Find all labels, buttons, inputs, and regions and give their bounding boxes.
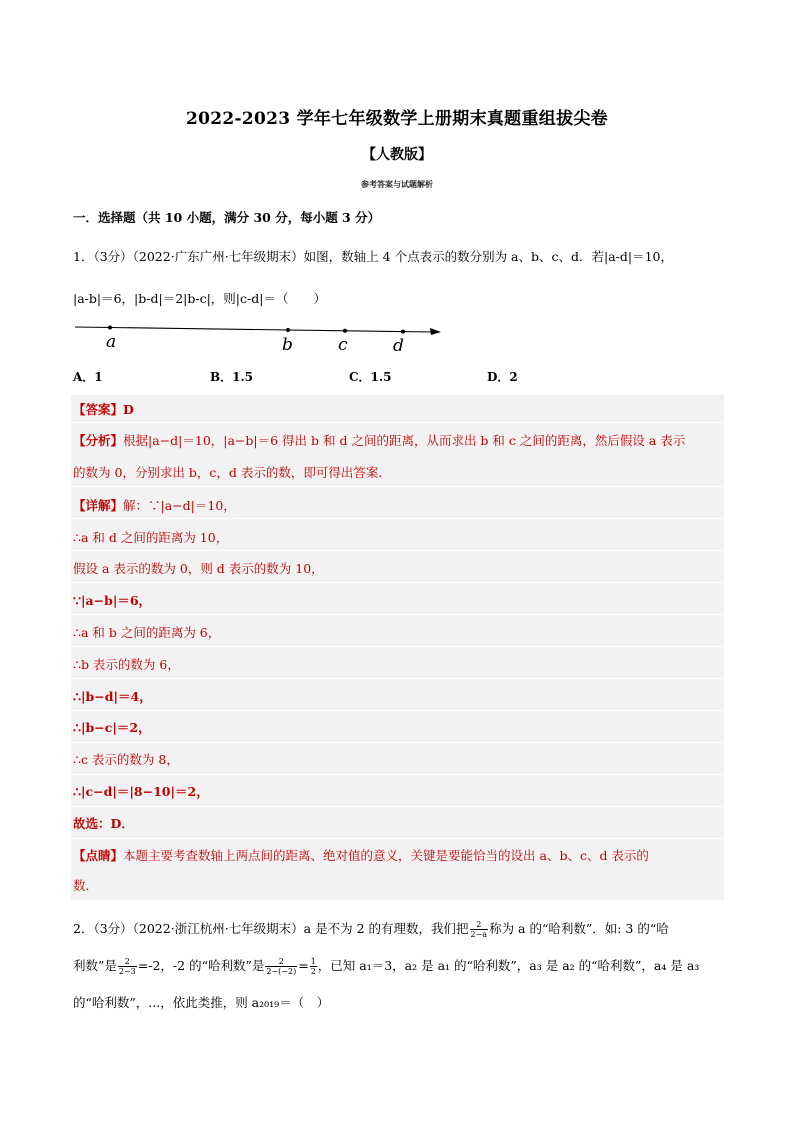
- comment-text-1: 本题主要考查数轴上两点间的距离、绝对值的意义，关键是要能恰当的设出 a、b、c、d 表示的: [123, 848, 649, 863]
- analysis-tag: 【分析】: [73, 433, 124, 448]
- comment-line-1: [73, 846, 649, 864]
- answer-tag: 【答案】: [73, 402, 124, 417]
- frac-num: 2: [265, 957, 297, 967]
- q2-text: =: [298, 958, 309, 973]
- comment-text-2: 数．: [73, 878, 99, 893]
- frac-num: 1: [310, 957, 316, 966]
- detail-line: [73, 496, 236, 514]
- analysis-text-1: 根据|a−d|＝10，|a−b|＝6 得出 b 和 d 之间的距离，从而求出 b 和 c 之间的距离，然后假设 a 表示: [123, 433, 686, 448]
- frac-den: 2−(−2): [266, 967, 297, 976]
- q2-fraction-example-1: [118, 957, 137, 976]
- question-1-line-2: |a-b|＝6，|b-d|＝2|b-c|，则|c-d|＝（ ）: [73, 291, 326, 306]
- analysis-text-2: 的数为 0，分别求出 b，c，d 表示的数，即可得出答案．: [73, 465, 391, 480]
- label-d: d: [393, 336, 404, 356]
- choice-b[interactable]: B．1.5: [210, 370, 254, 384]
- detail-step: ∴a 和 d 之间的距离为 10，: [73, 530, 229, 545]
- detail-step: 假设 a 表示的数为 0，则 d 表示的数为 10，: [73, 561, 324, 576]
- detail-step: ∴|c−d|＝|8−10|＝2，: [73, 784, 209, 799]
- detail-step: ∴|b−c|＝2，: [73, 720, 151, 735]
- detail-intro: 解：∵|a−d|＝10，: [123, 498, 236, 513]
- detail-step: 故选：D．: [73, 816, 134, 831]
- answer-line: [73, 400, 134, 418]
- document-title: 2022-2023 学年七年级数学上册期末真题重组拔尖卷: [185, 109, 608, 129]
- analysis-line-1: [73, 431, 685, 449]
- question-1-choices: [73, 368, 673, 386]
- answer-value: D: [123, 402, 134, 417]
- q2-text: 的“哈利数”，...，依此类推，则 a₂₀₁₉＝（ ）: [73, 995, 330, 1010]
- q2-text: ，已知 a₁＝3，a₂ 是 a₁ 的“哈利数”，a₃ 是 a₂ 的“哈利数”，a₄ 是 a₃: [317, 958, 700, 973]
- q2-fraction-result: [310, 957, 317, 976]
- frac-den: 2−3: [118, 967, 136, 976]
- frac-den: 2−a: [470, 930, 488, 939]
- q2-text: 2．（3分）（2022·浙江杭州·七年级期末）a 是不为 2 的有理数，我们把: [73, 921, 469, 936]
- detail-step: ∴a 和 b 之间的距离为 6，: [73, 625, 221, 640]
- q2-text: 利数”是: [73, 958, 117, 973]
- detail-step: ∵|a−b|＝6，: [73, 593, 152, 608]
- detail-tag: 【详解】: [73, 498, 124, 513]
- choice-c[interactable]: C．1.5: [349, 370, 392, 384]
- detail-step: ∴b 表示的数为 6，: [73, 657, 180, 672]
- frac-den: 2: [310, 967, 316, 976]
- frac-num: 2: [118, 957, 137, 967]
- choice-d[interactable]: D．2: [487, 370, 518, 384]
- point-c: [343, 329, 347, 333]
- frac-num: 2: [470, 920, 489, 930]
- question-1-line-1: 1．（3分）（2022·广东广州·七年级期末）如图，数轴上 4 个点表示的数分别为 a、b、c、d．若|a-d|＝10，: [73, 249, 674, 264]
- point-a: [108, 326, 112, 330]
- detail-step: ∴c 表示的数为 8，: [73, 752, 179, 767]
- answer-subheading: 参考答案与试题解析: [361, 179, 433, 189]
- section-heading: 一．选择题（共 10 小题，满分 30 分，每小题 3 分）: [73, 210, 381, 225]
- detail-step: ∴|b−d|＝4，: [73, 689, 152, 704]
- label-a: a: [106, 332, 117, 352]
- comment-tag: 【点睛】: [73, 848, 124, 863]
- question-2: [73, 910, 725, 1021]
- q2-text: 称为 a 的“哈利数”．如: 3 的“哈: [489, 921, 669, 936]
- q2-fraction-example-2: [265, 957, 297, 976]
- point-b: [286, 328, 290, 332]
- label-b: b: [282, 335, 293, 355]
- point-d: [401, 330, 405, 334]
- number-line-figure: [73, 318, 445, 358]
- q2-text: =-2，-2 的“哈利数”是: [137, 958, 265, 973]
- label-c: c: [338, 335, 348, 355]
- choice-a[interactable]: A．1: [73, 370, 103, 384]
- q2-fraction-def: [470, 920, 489, 939]
- edition-label: 【人教版】: [362, 147, 432, 163]
